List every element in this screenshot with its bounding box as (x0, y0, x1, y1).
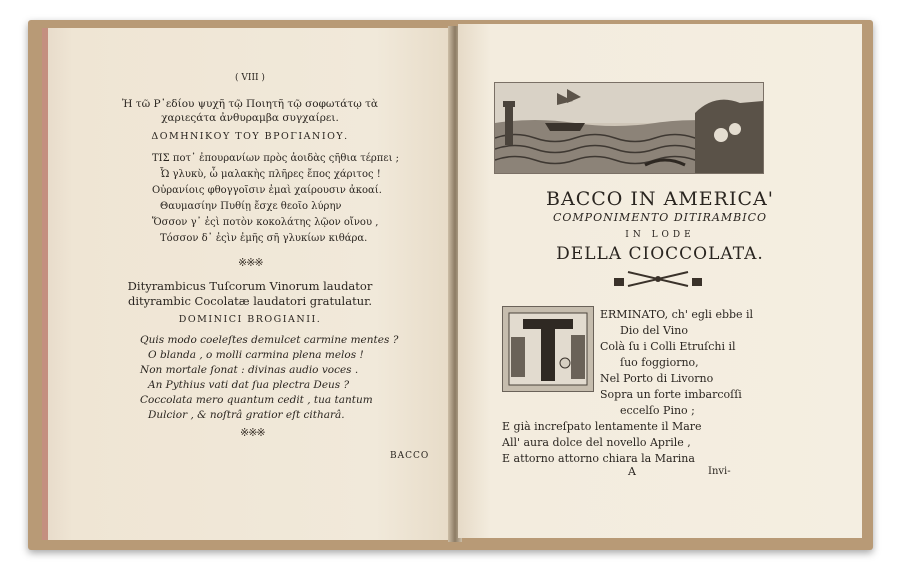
verse-line-7: eccelſo Pino ; (620, 404, 695, 417)
right-page (458, 24, 862, 538)
left-page (42, 28, 458, 540)
decorated-initial-T (502, 306, 594, 392)
greek-intro-line-1: Ἠ τῶ Ρ᾽εδίου ψυχῆ τῷ Ποιητῆ τῷ σοφωτάτῳ τὰ (121, 98, 379, 110)
greek-author: ΔΟΜΗΝΙΚΟΥ ΤΟΥ ΒΡΟΓΙΑΝΙΟΥ. (151, 131, 349, 142)
latin-poem-line-2: O blanda , o molli carmina plena melos ! (148, 349, 364, 361)
title-line-3: IN LODE (625, 230, 695, 240)
verse-line-4: ſuo foggiorno, (620, 356, 699, 369)
engraved-headpiece-illustration (494, 82, 764, 174)
ornament-divider-bottom: ※※※ (240, 426, 265, 439)
greek-poem-line-3: Οὐρανίοις φθογγοῖσιν ἐμαὶ χαίρουσιν ἀκοαί. (152, 185, 382, 196)
title-line-4: DELLA CIOCCOLATA. (556, 244, 764, 264)
title-line-1: BACCO IN AMERICA' (546, 188, 774, 210)
latin-poem-line-3: Non mortale ſonat : divinas audio voces . (140, 364, 359, 376)
greek-poem-line-5: Ὅσσον γ᾽ ἐςὶ ποτὸν κοκολάτης λῷον οἴνου , (152, 217, 379, 228)
crossed-tools-ornament (608, 270, 708, 288)
latin-poem-line-6: Dulcior , & noſtrâ gratior eſt citharâ. (148, 409, 345, 421)
verse-line-1: ERMINATO, ch' egli ebbe il (600, 308, 754, 321)
latin-poem-line-1: Quis modo coeleſtes demulcet carmine mentes ? (140, 334, 399, 346)
page-header: ( VIII ) (235, 73, 265, 83)
verse-line-2: Dio del Vino (620, 324, 688, 337)
latin-intro-line-1: Dityrambicus Tuſcorum Vinorum laudator (127, 279, 373, 293)
verse-line-8: E già increſpato lentamente il Mare (502, 420, 702, 433)
catchword: BACCO (390, 451, 430, 461)
title-line-2: COMPONIMENTO DITIRAMBICO (552, 211, 768, 224)
latin-poem-line-5: Coccolata mero quantum cedit , tua tantum (140, 394, 373, 406)
greek-intro-line-2: χαριεςάτα ἀνθυραμβα συγχαίρει. (161, 112, 339, 124)
greek-poem-line-1: ΤΙΣ ποτ᾽ ἐπουρανίων πρὸς ἀοιδὰς ςῆθια τέρπει ; (152, 153, 400, 164)
greek-poem-line-4: Θαυμασίην Πυθίῃ ἔσχε θεοῖο λύρην (160, 201, 342, 212)
catchword-right: Invi- (708, 466, 731, 477)
latin-intro-line-2: dityrambic Cocolatæ laudatori gratulatur. (128, 294, 372, 308)
verse-line-10: E attorno attorno chiara la Marina (502, 452, 695, 465)
greek-poem-line-2: Ὦ γλυκὺ, ὦ μαλακὴς πλῆρες ἔπος χάριτος ! (160, 169, 381, 180)
verse-line-6: Sopra un forte imbarcoſſi (600, 388, 742, 401)
open-book (28, 20, 873, 550)
verse-line-9: All' aura dolce del novello Aprile , (502, 436, 691, 449)
greek-poem-line-6: Τόσσον δ᾽ ἐςὶν ἐμῆς σῆ γλυκίων κιθάρα. (160, 233, 368, 244)
latin-poem-line-4: An Pythius vati dat ſua plectra Deus ? (148, 379, 350, 391)
verse-line-3: Colà ſu i Colli Etruſchi il (600, 340, 736, 353)
initial-letter-engraving (503, 307, 593, 391)
verse-line-5: Nel Porto di Livorno (600, 372, 714, 385)
signature-mark: A (628, 465, 636, 478)
ornament-divider: ※※※ (238, 256, 263, 269)
seascape-engraving (495, 83, 763, 173)
latin-author: DOMINICI BROGIANII. (178, 314, 322, 325)
